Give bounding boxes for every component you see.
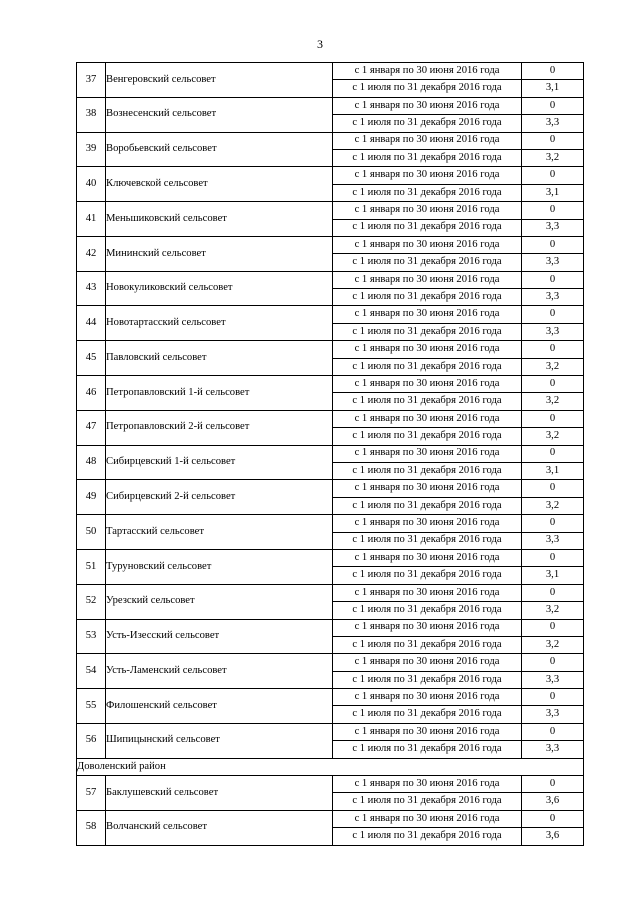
period-cell: с 1 июля по 31 декабря 2016 года bbox=[333, 828, 522, 845]
value-cell: 3,2 bbox=[522, 149, 584, 166]
period-cell: с 1 января по 30 июня 2016 года bbox=[333, 549, 522, 566]
row-number: 42 bbox=[77, 236, 106, 271]
value-cell: 0 bbox=[522, 723, 584, 740]
period-cell: с 1 января по 30 июня 2016 года bbox=[333, 341, 522, 358]
period-cell: с 1 января по 30 июня 2016 года bbox=[333, 654, 522, 671]
period-cell: с 1 июля по 31 декабря 2016 года bbox=[333, 149, 522, 166]
table-row bbox=[77, 132, 584, 149]
value-cell: 3,6 bbox=[522, 793, 584, 810]
value-cell: 0 bbox=[522, 202, 584, 219]
period-cell: с 1 июля по 31 декабря 2016 года bbox=[333, 497, 522, 514]
municipality-name: Баклушевский сельсовет bbox=[106, 776, 333, 811]
table-row bbox=[77, 63, 584, 80]
value-cell: 0 bbox=[522, 549, 584, 566]
municipality-name: Волчанский сельсовет bbox=[106, 810, 333, 845]
municipality-name: Ключевской сельсовет bbox=[106, 167, 333, 202]
table-row bbox=[77, 306, 584, 323]
municipality-name: Филошенский сельсовет bbox=[106, 689, 333, 724]
value-cell: 0 bbox=[522, 776, 584, 793]
period-cell: с 1 июля по 31 декабря 2016 года bbox=[333, 706, 522, 723]
value-cell: 3,2 bbox=[522, 358, 584, 375]
row-number: 53 bbox=[77, 619, 106, 654]
row-number: 50 bbox=[77, 515, 106, 550]
period-cell: с 1 июля по 31 декабря 2016 года bbox=[333, 323, 522, 340]
row-number: 51 bbox=[77, 549, 106, 584]
period-cell: с 1 июля по 31 декабря 2016 года bbox=[333, 567, 522, 584]
value-cell: 3,2 bbox=[522, 393, 584, 410]
section-title: Доволенский район bbox=[77, 758, 584, 775]
row-number: 49 bbox=[77, 480, 106, 515]
period-cell: с 1 июля по 31 декабря 2016 года bbox=[333, 636, 522, 653]
section-row bbox=[77, 758, 584, 775]
period-cell: с 1 января по 30 июня 2016 года bbox=[333, 776, 522, 793]
period-cell: с 1 июля по 31 декабря 2016 года bbox=[333, 393, 522, 410]
municipality-name: Туруновский сельсовет bbox=[106, 549, 333, 584]
row-number: 47 bbox=[77, 410, 106, 445]
row-number: 45 bbox=[77, 341, 106, 376]
table-row bbox=[77, 549, 584, 566]
value-cell: 0 bbox=[522, 132, 584, 149]
municipality-name: Урезский сельсовет bbox=[106, 584, 333, 619]
period-cell: с 1 января по 30 июня 2016 года bbox=[333, 271, 522, 288]
municipality-name: Меньшиковский сельсовет bbox=[106, 202, 333, 237]
municipality-name: Усть-Изесский сельсовет bbox=[106, 619, 333, 654]
table-row bbox=[77, 480, 584, 497]
table-row bbox=[77, 689, 584, 706]
table-row bbox=[77, 723, 584, 740]
period-cell: с 1 июля по 31 декабря 2016 года bbox=[333, 80, 522, 97]
row-number: 52 bbox=[77, 584, 106, 619]
row-number: 55 bbox=[77, 689, 106, 724]
period-cell: с 1 января по 30 июня 2016 года bbox=[333, 723, 522, 740]
municipality-name: Вознесенский сельсовет bbox=[106, 97, 333, 132]
period-cell: с 1 июля по 31 декабря 2016 года bbox=[333, 793, 522, 810]
row-number: 58 bbox=[77, 810, 106, 845]
value-cell: 0 bbox=[522, 167, 584, 184]
value-cell: 3,3 bbox=[522, 254, 584, 271]
period-cell: с 1 января по 30 июня 2016 года bbox=[333, 376, 522, 393]
value-cell: 3,3 bbox=[522, 289, 584, 306]
period-cell: с 1 июля по 31 декабря 2016 года bbox=[333, 462, 522, 479]
value-cell: 0 bbox=[522, 271, 584, 288]
period-cell: с 1 января по 30 июня 2016 года bbox=[333, 515, 522, 532]
municipality-name: Новокуликовский сельсовет bbox=[106, 271, 333, 306]
value-cell: 3,6 bbox=[522, 828, 584, 845]
value-cell: 0 bbox=[522, 63, 584, 80]
value-cell: 0 bbox=[522, 236, 584, 253]
period-cell: с 1 января по 30 июня 2016 года bbox=[333, 202, 522, 219]
table-row bbox=[77, 619, 584, 636]
value-cell: 3,2 bbox=[522, 428, 584, 445]
value-cell: 3,3 bbox=[522, 532, 584, 549]
row-number: 48 bbox=[77, 445, 106, 480]
period-cell: с 1 января по 30 июня 2016 года bbox=[333, 63, 522, 80]
period-cell: с 1 июля по 31 декабря 2016 года bbox=[333, 741, 522, 758]
table-row bbox=[77, 776, 584, 793]
period-cell: с 1 июля по 31 декабря 2016 года bbox=[333, 671, 522, 688]
period-cell: с 1 января по 30 июня 2016 года bbox=[333, 132, 522, 149]
municipality-name: Воробьевский сельсовет bbox=[106, 132, 333, 167]
table-row bbox=[77, 810, 584, 827]
value-cell: 3,3 bbox=[522, 219, 584, 236]
value-cell: 3,1 bbox=[522, 184, 584, 201]
table-row bbox=[77, 445, 584, 462]
period-cell: с 1 января по 30 июня 2016 года bbox=[333, 445, 522, 462]
row-number: 39 bbox=[77, 132, 106, 167]
municipality-name: Сибирцевский 2-й сельсовет bbox=[106, 480, 333, 515]
row-number: 38 bbox=[77, 97, 106, 132]
period-cell: с 1 января по 30 июня 2016 года bbox=[333, 810, 522, 827]
value-cell: 0 bbox=[522, 97, 584, 114]
municipality-name: Петропавловский 2-й сельсовет bbox=[106, 410, 333, 445]
period-cell: с 1 января по 30 июня 2016 года bbox=[333, 480, 522, 497]
value-cell: 0 bbox=[522, 619, 584, 636]
value-cell: 0 bbox=[522, 810, 584, 827]
row-number: 46 bbox=[77, 376, 106, 411]
value-cell: 0 bbox=[522, 410, 584, 427]
value-cell: 3,1 bbox=[522, 462, 584, 479]
value-cell: 0 bbox=[522, 341, 584, 358]
table-row bbox=[77, 341, 584, 358]
municipality-name: Шипицынский сельсовет bbox=[106, 723, 333, 758]
period-cell: с 1 января по 30 июня 2016 года bbox=[333, 410, 522, 427]
table-row bbox=[77, 654, 584, 671]
period-cell: с 1 января по 30 июня 2016 года bbox=[333, 584, 522, 601]
table-row bbox=[77, 410, 584, 427]
period-cell: с 1 июля по 31 декабря 2016 года bbox=[333, 184, 522, 201]
value-cell: 3,2 bbox=[522, 497, 584, 514]
row-number: 37 bbox=[77, 63, 106, 98]
table-row bbox=[77, 236, 584, 253]
value-cell: 0 bbox=[522, 480, 584, 497]
period-cell: с 1 июля по 31 декабря 2016 года bbox=[333, 289, 522, 306]
value-cell: 0 bbox=[522, 306, 584, 323]
municipality-name: Новотартасский сельсовет bbox=[106, 306, 333, 341]
period-cell: с 1 июля по 31 декабря 2016 года bbox=[333, 428, 522, 445]
value-cell: 3,3 bbox=[522, 115, 584, 132]
page-number: 3 bbox=[317, 37, 323, 51]
period-cell: с 1 июля по 31 декабря 2016 года bbox=[333, 532, 522, 549]
value-cell: 3,2 bbox=[522, 602, 584, 619]
row-number: 40 bbox=[77, 167, 106, 202]
municipality-name: Павловский сельсовет bbox=[106, 341, 333, 376]
period-cell: с 1 июля по 31 декабря 2016 года bbox=[333, 602, 522, 619]
table-row bbox=[77, 584, 584, 601]
value-cell: 0 bbox=[522, 376, 584, 393]
period-cell: с 1 июля по 31 декабря 2016 года bbox=[333, 358, 522, 375]
period-cell: с 1 января по 30 июня 2016 года bbox=[333, 167, 522, 184]
period-cell: с 1 июля по 31 декабря 2016 года bbox=[333, 219, 522, 236]
municipality-name: Сибирцевский 1-й сельсовет bbox=[106, 445, 333, 480]
table-row bbox=[77, 202, 584, 219]
period-cell: с 1 января по 30 июня 2016 года bbox=[333, 306, 522, 323]
row-number: 57 bbox=[77, 776, 106, 811]
municipality-name: Тартасский сельсовет bbox=[106, 515, 333, 550]
value-cell: 0 bbox=[522, 689, 584, 706]
table-body bbox=[77, 63, 584, 846]
period-cell: с 1 января по 30 июня 2016 года bbox=[333, 619, 522, 636]
row-number: 43 bbox=[77, 271, 106, 306]
table-row bbox=[77, 515, 584, 532]
row-number: 54 bbox=[77, 654, 106, 689]
value-cell: 3,3 bbox=[522, 741, 584, 758]
value-cell: 3,3 bbox=[522, 706, 584, 723]
value-cell: 0 bbox=[522, 515, 584, 532]
value-cell: 3,3 bbox=[522, 671, 584, 688]
period-cell: с 1 января по 30 июня 2016 года bbox=[333, 236, 522, 253]
municipality-rates-table bbox=[76, 62, 584, 846]
value-cell: 0 bbox=[522, 654, 584, 671]
period-cell: с 1 июля по 31 декабря 2016 года bbox=[333, 115, 522, 132]
table-row bbox=[77, 271, 584, 288]
value-cell: 3,1 bbox=[522, 80, 584, 97]
value-cell: 3,2 bbox=[522, 636, 584, 653]
period-cell: с 1 января по 30 июня 2016 года bbox=[333, 97, 522, 114]
period-cell: с 1 июля по 31 декабря 2016 года bbox=[333, 254, 522, 271]
value-cell: 3,3 bbox=[522, 323, 584, 340]
municipality-name: Петропавловский 1-й сельсовет bbox=[106, 376, 333, 411]
row-number: 41 bbox=[77, 202, 106, 237]
row-number: 56 bbox=[77, 723, 106, 758]
row-number: 44 bbox=[77, 306, 106, 341]
municipality-name: Усть-Ламенский сельсовет bbox=[106, 654, 333, 689]
municipality-name: Венгеровский сельсовет bbox=[106, 63, 333, 98]
table-row bbox=[77, 97, 584, 114]
value-cell: 0 bbox=[522, 445, 584, 462]
table-row bbox=[77, 376, 584, 393]
municipality-name: Мининский сельсовет bbox=[106, 236, 333, 271]
table-row bbox=[77, 167, 584, 184]
value-cell: 0 bbox=[522, 584, 584, 601]
value-cell: 3,1 bbox=[522, 567, 584, 584]
period-cell: с 1 января по 30 июня 2016 года bbox=[333, 689, 522, 706]
